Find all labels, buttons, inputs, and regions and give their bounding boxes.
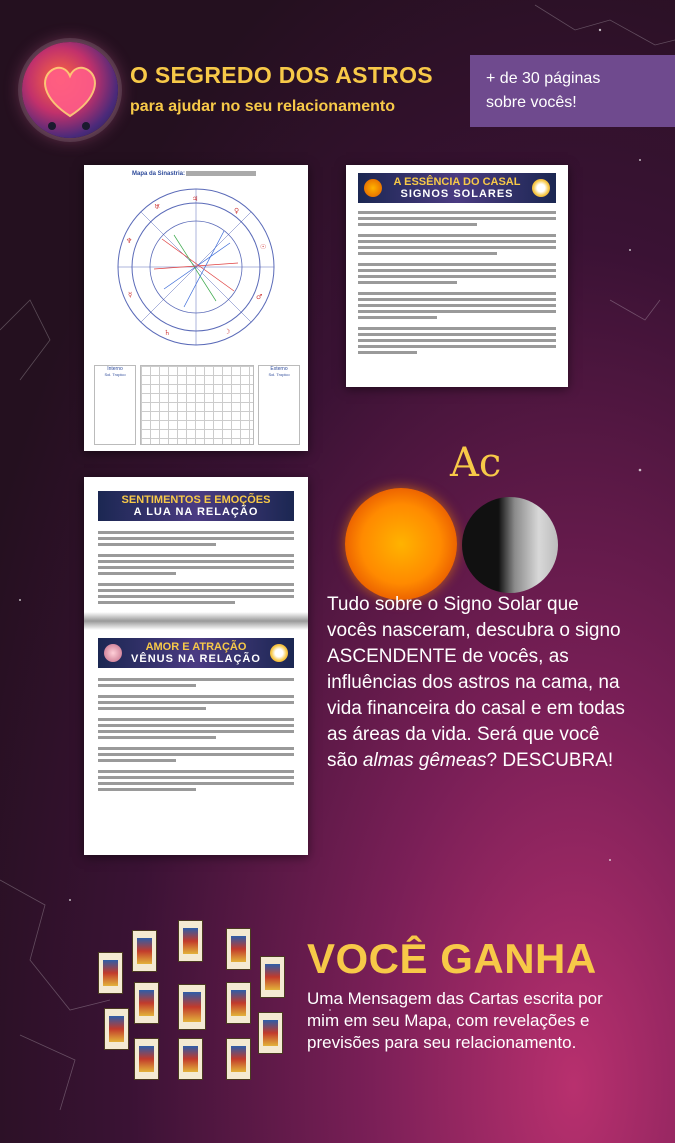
svg-text:☿: ☿ xyxy=(128,291,133,299)
svg-text:☽: ☽ xyxy=(224,328,231,336)
synastry-chart-page xyxy=(84,165,308,451)
zodiac-wheel-icon xyxy=(532,179,550,197)
solar-signs-page xyxy=(346,165,568,387)
venus-banner xyxy=(98,638,294,668)
description-text xyxy=(327,592,627,774)
svg-text:♆: ♆ xyxy=(126,237,133,245)
right-table-title: Externo xyxy=(270,366,288,372)
tarot-card xyxy=(226,982,251,1024)
heart-icon xyxy=(22,42,118,138)
chart-page-title: Mapa da Sinastria: xyxy=(132,171,186,177)
moon-venus-page xyxy=(84,477,308,855)
left-table-subtitle: Sol. Tropico xyxy=(104,372,126,377)
tarot-card xyxy=(132,930,157,972)
venus-planet-icon xyxy=(104,644,122,662)
moon-banner xyxy=(98,491,294,521)
left-table-title: Interno xyxy=(107,366,123,372)
tarot-card xyxy=(178,984,206,1030)
heart-galaxy-logo xyxy=(22,42,118,138)
page-title: O SEGREDO DOS ASTROS xyxy=(130,62,433,88)
tarot-cards-spread xyxy=(98,920,288,1080)
pages-count-badge xyxy=(470,55,675,127)
sun-icon xyxy=(345,488,457,600)
venus-text-block xyxy=(98,678,294,791)
moon-text-block xyxy=(98,531,294,604)
solar-text-block xyxy=(358,211,556,354)
pages-count-line-1: + de 30 páginas xyxy=(486,70,601,87)
tarot-card xyxy=(98,952,123,994)
tarot-card xyxy=(178,1038,203,1080)
tarot-card xyxy=(226,928,251,970)
moon-icon xyxy=(462,497,558,593)
svg-text:♅: ♅ xyxy=(154,203,161,211)
right-table-subtitle: Sol. Tropico xyxy=(268,372,290,377)
page-subtitle: para ajudar no seu relacionamento xyxy=(130,98,395,115)
moon-banner-title: SENTIMENTOS E EMOÇÕES xyxy=(121,494,271,506)
svg-text:♄: ♄ xyxy=(164,329,171,337)
solar-banner-title: A ESSÊNCIA DO CASAL xyxy=(393,176,521,188)
description-tail: ? DESCUBRA! xyxy=(486,750,614,771)
ascendant-symbol: Ac xyxy=(450,440,502,486)
astro-wheel-icon xyxy=(84,179,308,359)
sun-icon xyxy=(364,179,382,197)
pages-count-line-2: sobre vocês! xyxy=(486,94,577,111)
solar-signs-banner xyxy=(358,173,556,203)
svg-text:♃: ♃ xyxy=(192,195,199,203)
description-main: Tudo sobre o Signo Solar que vocês nasceram, descubra o signo ASCENDENTE de vocês, as influências dos astros na cama, na vida financeira do casal e em todas as áreas da vida. Será que você são xyxy=(327,594,625,771)
venus-banner-subtitle: VÊNUS NA RELAÇÃO xyxy=(131,653,261,665)
tarot-card xyxy=(226,1038,251,1080)
bonus-title: VOCÊ GANHA xyxy=(307,935,597,982)
svg-text:☉: ☉ xyxy=(260,243,267,251)
tarot-card xyxy=(178,920,203,962)
svg-text:♀: ♀ xyxy=(234,207,240,215)
venus-banner-title: AMOR E ATRAÇÃO xyxy=(145,641,247,653)
tarot-card xyxy=(134,1038,159,1080)
solar-banner-subtitle: SIGNOS SOLARES xyxy=(400,188,514,200)
bonus-text: Uma Mensagem das Cartas escrita por mim em seu Mapa, com revelações e previsões para seu relacionamento. xyxy=(307,989,603,1052)
svg-text:♂: ♂ xyxy=(256,293,263,301)
tarot-card xyxy=(104,1008,129,1050)
description-emphasis: almas gêmeas xyxy=(362,750,487,771)
tarot-card xyxy=(258,1012,283,1054)
tarot-card xyxy=(260,956,285,998)
moon-banner-subtitle: A LUA NA RELAÇÃO xyxy=(133,506,259,518)
tarot-card xyxy=(134,982,159,1024)
zodiac-wheel-icon xyxy=(270,644,288,662)
